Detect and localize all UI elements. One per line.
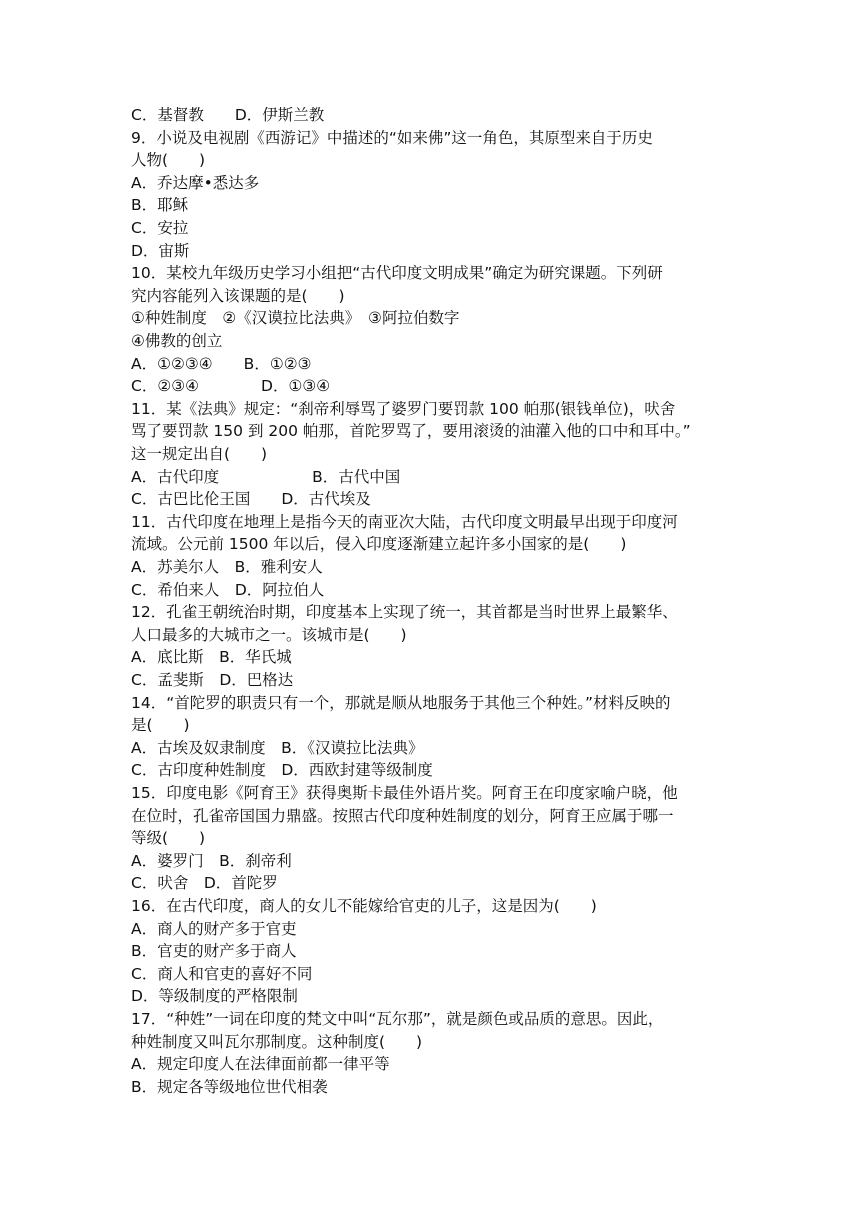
text-line: 15．印度电影《阿育王》获得奥斯卡最佳外语片奖。阿育王在印度家喻户晓，他: [131, 784, 678, 802]
text-line: D．宙斯: [131, 241, 190, 260]
text-line: 流域。公元前 1500 年以后，侵入印度逐渐建立起许多小国家的是( ): [131, 535, 627, 554]
text-line: B．官吏的财产多于商人: [131, 942, 297, 961]
text-line: 究内容能列入该课题的是( ): [131, 286, 345, 305]
text-line: A．规定印度人在法律面前都一律平等: [131, 1055, 390, 1074]
text-line: A．古埃及奴隶制度 B．《汉谟拉比法典》: [131, 738, 424, 757]
text-line: C．古巴比伦王国 D．古代埃及: [131, 490, 371, 509]
text-line: C．古印度种姓制度 D．西欧封建等级制度: [131, 761, 433, 780]
text-line: 人物( ): [131, 151, 206, 170]
text-line: 17．“种姓”一词在印度的梵文中叫“瓦尔那”，就是颜色或品质的意思。因此，: [131, 1010, 664, 1028]
text-line: 这一规定出自( ): [131, 445, 268, 463]
text-line: B．规定各等级地位世代相袭: [131, 1077, 328, 1096]
text-line: A．商人的财产多于官吏: [131, 919, 297, 938]
text-line: C．孟斐斯 D．巴格达: [131, 671, 294, 689]
text-line: 14．“首陀罗的职责只有一个，那就是顺从地服务于其他三个种姓。”材料反映的: [131, 693, 671, 712]
text-line: 12．孔雀王朝统治时期，印度基本上实现了统一，其首都是当时世界上最繁华、: [131, 603, 678, 622]
text-line: C．安拉: [131, 219, 189, 237]
text-line: 骂了要罚款 150 到 200 帕那，首陀罗骂了，要用滚烫的油灌入他的口中和耳中。”: [131, 422, 691, 441]
text-line: 11．古代印度在地理上是指今天的南亚次大陆，古代印度文明最早出现于印度河: [131, 512, 678, 531]
text-line: A．乔达摩•悉达多: [131, 173, 260, 192]
text-line: 是( ): [131, 716, 190, 735]
text-line: 16．在古代印度，商人的女儿不能嫁给官吏的儿子，这是因为( ): [131, 897, 597, 915]
text-line: 10．某校九年级历史学习小组把“古代印度文明成果”确定为研究课题。下列研: [131, 264, 663, 283]
text-line: A．婆罗门 B．刹帝利: [131, 851, 292, 870]
text-line: C．商人和官吏的喜好不同: [131, 964, 313, 983]
text-line: 等级( ): [131, 829, 206, 848]
text-line: 9．小说及电视剧《西游记》中描述的“如来佛”这一角色，其原型来自于历史: [131, 128, 653, 147]
text-line: ①种姓制度 ②《汉谟拉比法典》 ③阿拉伯数字: [131, 309, 460, 328]
text-line: C．基督教 D．伊斯兰教: [131, 106, 325, 124]
text-line: A．底比斯 B．华氏城: [131, 648, 292, 667]
text-line: A．①②③④ B．①②③: [131, 354, 312, 373]
text-line: 11．某《法典》规定：“刹帝利辱骂了婆罗门要罚款 100 帕那(银钱单位)，吠舍: [131, 399, 676, 418]
text-line: A．苏美尔人 B．雅利安人: [131, 558, 323, 576]
text-line: D．等级制度的严格限制: [131, 987, 298, 1006]
text-line: B．耶稣: [131, 196, 189, 215]
text-line: 在位时，孔雀帝国国力鼎盛。按照古代印度种姓制度的划分，阿育王应属于哪一: [131, 806, 674, 825]
text-line: C．希伯来人 D．阿拉伯人: [131, 580, 325, 599]
text-line: ④佛教的创立: [131, 332, 223, 350]
text-line: A．古代印度 B．古代中国: [131, 467, 401, 486]
text-line: 人口最多的大城市之一。该城市是( ): [131, 625, 407, 644]
text-line: C．②③④ D．①③④: [131, 377, 331, 396]
text-line: 种姓制度又叫瓦尔那制度。这种制度( ): [131, 1032, 423, 1051]
text-line: C．吠舍 D．首陀罗: [131, 874, 278, 893]
